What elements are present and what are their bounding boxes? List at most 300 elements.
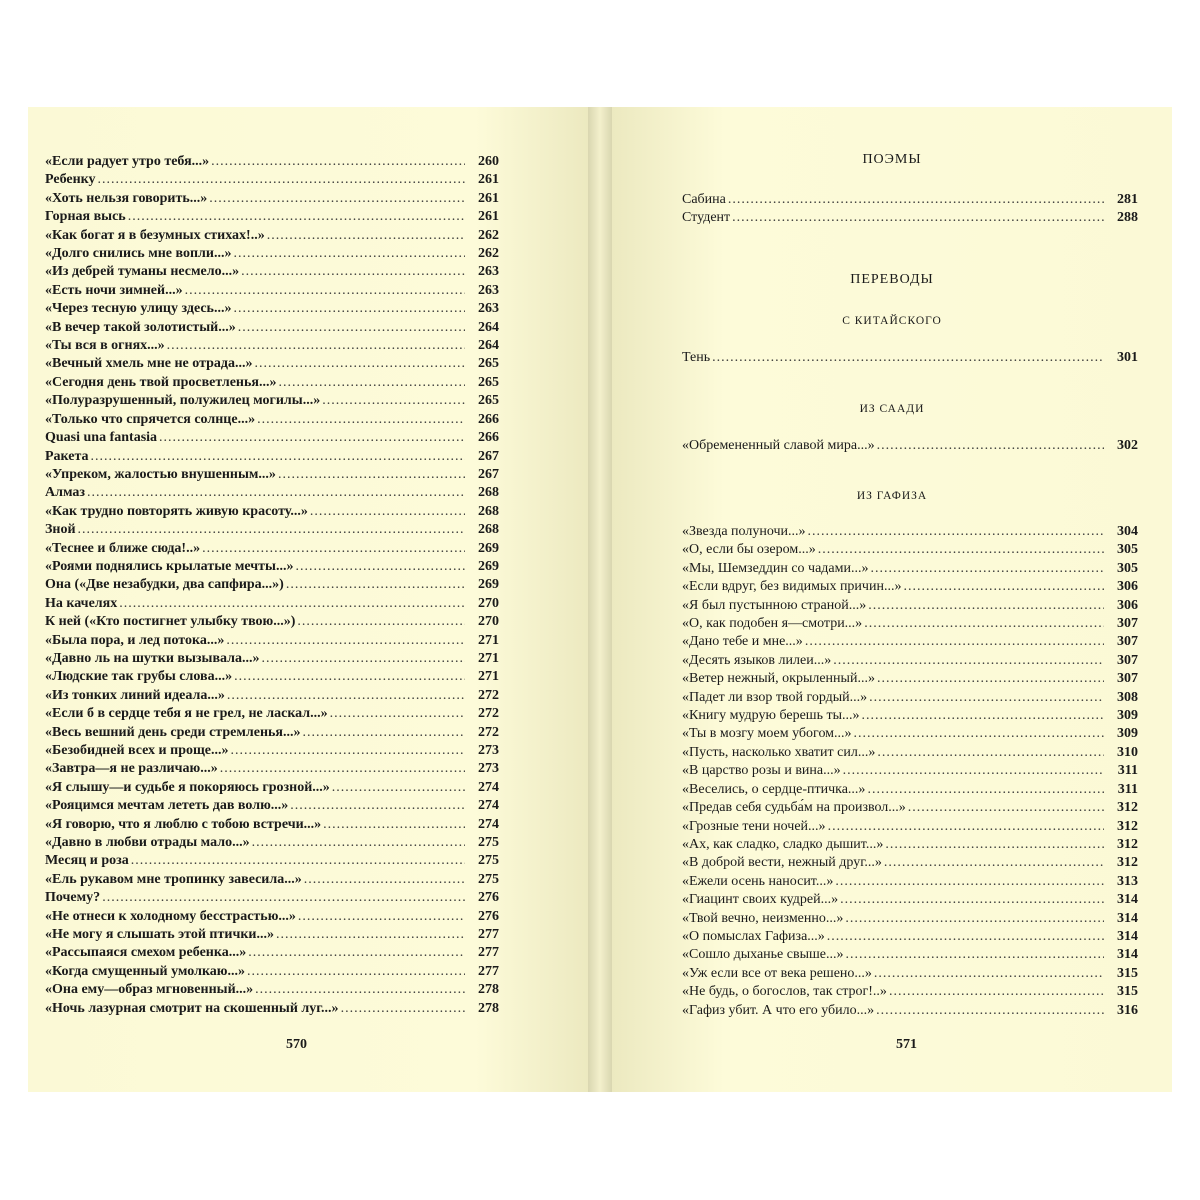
toc-entry-title: «Веселись, о сердце-птичка...» [682,781,866,797]
dot-leader [874,965,1104,983]
toc-entry [45,908,499,926]
toc-entry-page: 278 [478,1000,499,1016]
toc-entry-page: 268 [478,503,499,519]
toc-entry-page: 263 [478,282,499,298]
toc-entry-page: 266 [478,411,499,427]
toc-entry-page: 281 [1117,192,1138,207]
toc-entry [682,946,1138,964]
toc-entry [682,799,1138,817]
toc-entry-page: 262 [478,227,499,243]
toc-entry-title: «Давно в любви отрады мало...» [45,835,250,851]
toc-entry-title: «Весь вешний день среди стремленья...» [45,724,301,740]
dot-leader [276,926,465,944]
toc-entry-page: 309 [1117,726,1138,742]
toc-entry-title: «В вечер такой золотистый...» [45,319,236,335]
toc-entry-title: «Гафиз убит. А что его убило...» [682,1002,875,1018]
toc-entry-page: 313 [1117,873,1138,889]
toc-entry [682,670,1138,688]
dot-leader [231,742,465,760]
dot-leader [876,1002,1104,1020]
toc-entry-title: «Рассыпаяся смехом ребенка...» [45,945,247,961]
poems-heading: ПОЭМЫ [862,152,922,167]
toc-entry-page: 269 [478,577,499,593]
toc-entry-title: «Ах, как сладко, сладко дышит...» [682,836,884,852]
toc-entry-title: «Гиацинт своих кудрей...» [682,892,839,908]
right-page [612,107,1172,1092]
dot-leader [131,852,465,870]
toc-entry [45,245,499,263]
toc-entry [45,263,499,281]
toc-entry-title: Тень [682,350,711,365]
toc-entry-title: «Только что спрячется солнце...» [45,411,256,427]
toc-entry [682,891,1138,909]
left-toc-list [45,153,499,1018]
toc-entry-title: «Обремененный славой мира...» [682,438,875,453]
hafiz-heading: ИЗ ГАФИЗА [856,490,928,502]
dot-leader [805,633,1104,651]
dot-leader [869,689,1104,707]
dot-leader [238,319,465,337]
toc-entry [682,818,1138,836]
toc-entry [45,319,499,337]
toc-entry-title: Студент [682,210,731,226]
toc-entry-title: «Не могу я слышать этой птички...» [45,927,274,943]
dot-leader [889,983,1104,1001]
toc-entry [45,576,499,594]
toc-entry [682,707,1138,725]
toc-entry-page: 265 [478,374,499,390]
toc-entry-page: 277 [478,927,499,943]
toc-entry [45,392,499,410]
toc-entry [682,854,1138,872]
toc-entry [45,337,499,355]
toc-entry [45,171,499,189]
toc-entry-page: 264 [478,338,499,354]
toc-entry [682,597,1138,615]
toc-entry-title: «Дано тебе и мне...» [682,634,803,650]
toc-entry [45,429,499,447]
toc-entry [682,633,1138,651]
dot-leader [330,705,465,723]
toc-entry-title: «Пусть, насколько хватит сил...» [682,744,876,760]
toc-entry-page: 265 [478,356,499,372]
dot-leader [102,889,465,907]
toc-entry-page: 266 [478,430,499,446]
saadi-toc-list [682,437,1138,455]
toc-entry-page: 269 [478,540,499,556]
toc-entry-page: 261 [478,190,499,206]
toc-entry-title: «Людские так грубы слова...» [45,669,233,685]
toc-entry-title: «О помыслах Гафиза...» [682,928,825,944]
toc-entry-title: «Как богат я в безумных стихах!..» [45,227,265,243]
toc-entry-page: 305 [1117,542,1138,558]
dot-leader [226,632,465,650]
toc-entry-title: «Звезда полуночи...» [682,524,806,539]
dot-leader [252,834,465,852]
toc-entry-title: «Я слышу—и судьбе я покоряюсь грозной...» [45,779,330,795]
toc-entry-page: 273 [478,743,499,758]
dot-leader [884,854,1104,872]
dot-leader [854,725,1104,743]
dot-leader [98,171,465,189]
toc-entry-page: 312 [1117,800,1138,816]
toc-entry [45,466,499,484]
toc-entry-page: 268 [478,485,499,501]
toc-entry-title: «Из тонких линий идеала...» [45,687,225,703]
dot-leader [227,687,465,705]
toc-entry-title: «Ежели осень наносит...» [682,873,834,889]
toc-entry-page: 277 [478,963,499,979]
dot-leader [864,615,1104,633]
toc-entry-title: «Давно ль на шутки вызывала...» [45,650,260,666]
toc-entry [45,153,499,171]
toc-entry-title: «Хоть нельзя говорить...» [45,190,208,206]
toc-entry [682,523,1138,541]
dot-leader [908,799,1104,817]
toc-entry-title: «Я говорю, что я люблю с тобою встречи...» [45,816,322,832]
dot-leader [234,668,465,686]
toc-entry-page: 306 [1117,597,1138,613]
toc-entry-page: 277 [478,945,499,961]
toc-entry [682,560,1138,578]
toc-entry [45,834,499,852]
toc-entry-page: 270 [478,595,499,611]
dot-leader [828,818,1104,836]
toc-entry-title: «Книгу мудрую берешь ты...» [682,708,860,724]
toc-entry-page: 273 [478,761,499,777]
dot-leader [835,873,1104,891]
book-gutter [588,107,612,1092]
toc-entry [682,652,1138,670]
toc-entry-page: 263 [478,301,499,317]
toc-entry [682,744,1138,762]
dot-leader [209,190,465,208]
dot-leader [255,981,465,999]
toc-entry-title: «Уж если все от века решено...» [682,965,872,981]
toc-entry [682,965,1138,983]
toc-entry-title: Ракета [45,448,89,464]
toc-entry-page: 314 [1117,928,1138,944]
toc-entry-page: 306 [1117,579,1138,595]
dot-leader [310,503,465,521]
toc-entry [682,762,1138,780]
toc-entry-page: 271 [478,650,499,666]
toc-entry-title: «Ветер нежный, окрыленный...» [682,671,875,687]
toc-entry-page: 315 [1117,984,1138,1000]
toc-entry [45,282,499,300]
dot-leader [728,191,1104,209]
toc-entry-page: 276 [478,890,499,906]
toc-entry [45,484,499,502]
toc-entry-title: «Сегодня день твой просветленья...» [45,374,277,390]
toc-entry-page: 274 [478,816,499,832]
toc-entry [45,411,499,429]
toc-entry [45,944,499,962]
toc-entry [45,687,499,705]
dot-leader [341,1000,465,1018]
toc-entry [45,668,499,686]
toc-entry-page: 316 [1117,1002,1138,1018]
toc-entry [45,797,499,815]
poems-toc-list [682,191,1138,228]
dot-leader [211,153,465,171]
toc-entry [682,615,1138,633]
dot-leader [845,946,1104,964]
toc-entry [682,437,1138,455]
toc-entry [45,852,499,870]
dot-leader [185,282,465,300]
toc-entry-page: 268 [478,522,499,538]
toc-entry-page: 307 [1117,616,1138,632]
toc-entry-page: 271 [478,632,499,648]
toc-entry [682,1002,1138,1020]
dot-leader [332,779,465,797]
saadi-heading: ИЗ СААДИ [859,403,925,415]
dot-leader [877,670,1104,688]
toc-entry [682,541,1138,559]
toc-entry-title: «Сошло дыханье свыше...» [682,947,844,963]
toc-entry-title: «Когда смущенный умолкаю...» [45,963,245,979]
toc-entry [45,760,499,778]
toc-entry [682,781,1138,799]
toc-entry-page: 270 [478,614,499,630]
toc-entry [682,209,1138,227]
toc-entry [45,889,499,907]
toc-entry-title: Ребенку [45,172,96,188]
toc-entry [682,578,1138,596]
dot-leader [840,891,1104,909]
dot-leader [304,871,465,889]
toc-entry-page: 302 [1117,438,1138,453]
toc-entry-page: 301 [1117,350,1138,365]
toc-entry [45,816,499,834]
toc-entry [682,689,1138,707]
toc-entry-title: «Мы, Шемзеддин со чадами...» [682,560,869,576]
toc-entry-title: Почему? [45,890,101,906]
toc-entry [45,650,499,668]
toc-entry-title: Алмаз [45,485,86,501]
toc-entry-title: «Как трудно повторять живую красоту...» [45,503,308,519]
toc-entry-page: 314 [1117,947,1138,963]
toc-entry-page: 275 [478,835,499,851]
toc-entry [45,981,499,999]
toc-entry [45,374,499,392]
dot-leader [843,762,1104,780]
toc-entry [45,355,499,373]
toc-entry-title: «Вечный хмель мне не отрада...» [45,356,253,372]
dot-leader [278,374,465,392]
toc-entry-page: 262 [478,246,499,262]
toc-entry [45,705,499,723]
dot-leader [871,560,1105,578]
toc-entry-title: «Если вдруг, без видимых причин...» [682,579,902,595]
hafiz-toc-list [682,523,1138,1020]
toc-entry [45,300,499,318]
toc-entry-page: 308 [1117,689,1138,705]
toc-entry-title: Она («Две незабудки, два сапфира...») [45,577,284,593]
toc-entry-page: 312 [1117,818,1138,834]
dot-leader [248,944,465,962]
toc-entry-page: 312 [1117,855,1138,871]
toc-entry-page: 272 [478,687,499,703]
toc-entry-page: 305 [1117,560,1138,576]
dot-leader [298,908,465,926]
toc-entry-page: 267 [478,466,499,482]
chinese-toc-list [682,349,1138,367]
toc-entry [45,632,499,650]
dot-leader [845,910,1104,928]
toc-entry-title: «Десять языков лилеи...» [682,652,832,668]
dot-leader [323,816,465,834]
toc-entry [45,227,499,245]
toc-entry-title: «Ночь лазурная смотрит на скошенный луг...» [45,1000,339,1016]
toc-entry [45,503,499,521]
dot-leader [167,337,465,355]
toc-entry [45,540,499,558]
toc-entry-page: 274 [478,779,499,795]
left-page [28,107,588,1092]
toc-entry-title: Сабина [682,192,726,207]
left-page-number: 570 [286,1037,307,1052]
toc-entry [45,963,499,981]
toc-entry-title: Месяц и роза [45,853,129,869]
toc-entry-page: 267 [478,448,499,464]
toc-entry [682,349,1138,367]
toc-entry [45,871,499,889]
toc-entry [45,595,499,613]
dot-leader [833,652,1104,670]
toc-entry-title: «Есть ночи зимней...» [45,282,183,298]
toc-entry-page: 312 [1117,836,1138,852]
dot-leader [877,744,1104,762]
toc-entry-title: «Я был пустынною страной...» [682,597,867,613]
dot-leader [257,411,465,429]
toc-entry-title: «Долго снились мне вопли...» [45,246,232,262]
toc-entry-page: 307 [1117,634,1138,650]
toc-entry-title: «Если б в сердце тебя я не грел, не ласкал...» [45,706,328,722]
toc-entry [45,613,499,631]
toc-entry [45,448,499,466]
toc-entry-page: 271 [478,669,499,685]
toc-entry-title: «Не отнеси к холодному бесстрастью...» [45,908,296,924]
toc-entry-title: «Теснее и ближе сюда!..» [45,540,201,556]
toc-entry [45,208,499,226]
toc-entry-title: На качелях [45,595,118,611]
toc-entry-page: 278 [478,982,499,998]
dot-leader [286,576,465,594]
toc-entry-page: 314 [1117,892,1138,908]
dot-leader [885,836,1104,854]
toc-entry-title: Зной [45,522,76,538]
toc-entry-title: «Ты в мозгу моем убогом...» [682,726,852,742]
toc-entry-title: «Ель рукавом мне тропинку завесила...» [45,871,302,887]
dot-leader [128,208,465,226]
toc-entry [682,836,1138,854]
toc-entry-page: 263 [478,264,499,280]
dot-leader [322,392,465,410]
toc-entry-title: «Упреком, жалостью внушенным...» [45,466,276,482]
toc-entry-page: 264 [478,319,499,335]
toc-entry-title: «Не будь, о богослов, так строг!..» [682,984,887,1000]
toc-entry-title: «Через тесную улицу здесь...» [45,301,232,317]
dot-leader [297,613,465,631]
dot-leader [247,963,465,981]
toc-entry [682,191,1138,209]
toc-entry [682,725,1138,743]
dot-leader [87,484,465,502]
dot-leader [233,300,465,318]
toc-entry [45,779,499,797]
dot-leader [808,523,1105,541]
toc-entry-title: «Из дебрей туманы несмело...» [45,264,240,280]
dot-leader [868,597,1104,615]
toc-entry-title: «Роями поднялись крылатые мечты...» [45,558,294,574]
toc-entry-title: «Предав себя судьба́м на произвол...» [682,800,906,816]
toc-entry [45,558,499,576]
toc-entry [45,926,499,944]
dot-leader [91,448,465,466]
toc-entry-page: 275 [478,871,499,887]
toc-entry-page: 272 [478,706,499,722]
toc-entry-title: «В царство розы и вина...» [682,763,841,779]
toc-entry-title: «О, как подобен я—смотри...» [682,616,863,632]
toc-entry-title: «Падет ли взор твой гордый...» [682,689,868,705]
toc-entry [682,910,1138,928]
dot-leader [903,578,1104,596]
toc-entry-title: «Безобидней всех и проще...» [45,743,229,758]
book-spread [28,107,1172,1092]
right-page-number: 571 [896,1037,917,1052]
toc-entry-title: «Если радует утро тебя...» [45,154,210,169]
toc-entry-page: 315 [1117,965,1138,981]
dot-leader [818,541,1104,559]
dot-leader [233,245,465,263]
toc-entry-title: «Ты вся в огнях...» [45,338,165,354]
dot-leader [241,263,465,281]
chinese-heading: С КИТАЙСКОГО [842,315,942,327]
dot-leader [202,540,465,558]
translations-heading: ПЕРЕВОДЫ [850,272,934,287]
dot-leader [877,437,1104,455]
toc-entry [45,190,499,208]
dot-leader [278,466,465,484]
toc-entry-page: 307 [1117,652,1138,668]
toc-entry-page: 274 [478,798,499,814]
toc-entry-title: «О, если бы озером...» [682,542,816,558]
dot-leader [732,209,1104,227]
dot-leader [862,707,1105,725]
dot-leader [712,349,1104,367]
toc-entry-title: «Она ему—образ мгновенный...» [45,982,254,998]
toc-entry-page: 261 [478,172,499,188]
toc-entry-page: 314 [1117,910,1138,926]
toc-entry-page: 272 [478,724,499,740]
toc-entry [45,521,499,539]
toc-entry-page: 276 [478,908,499,924]
dot-leader [267,227,465,245]
dot-leader [78,521,465,539]
toc-entry-page: 265 [478,393,499,409]
toc-entry [682,873,1138,891]
toc-entry-page: 307 [1117,671,1138,687]
toc-entry-title: К ней («Кто постигнет улыбку твою...») [45,614,296,630]
toc-entry [45,724,499,742]
toc-entry [45,1000,499,1018]
dot-leader [220,760,465,778]
toc-entry [682,983,1138,1001]
toc-entry-title: «Полуразрушенный, полужилец могилы...» [45,393,321,409]
toc-entry-page: 311 [1117,781,1138,797]
